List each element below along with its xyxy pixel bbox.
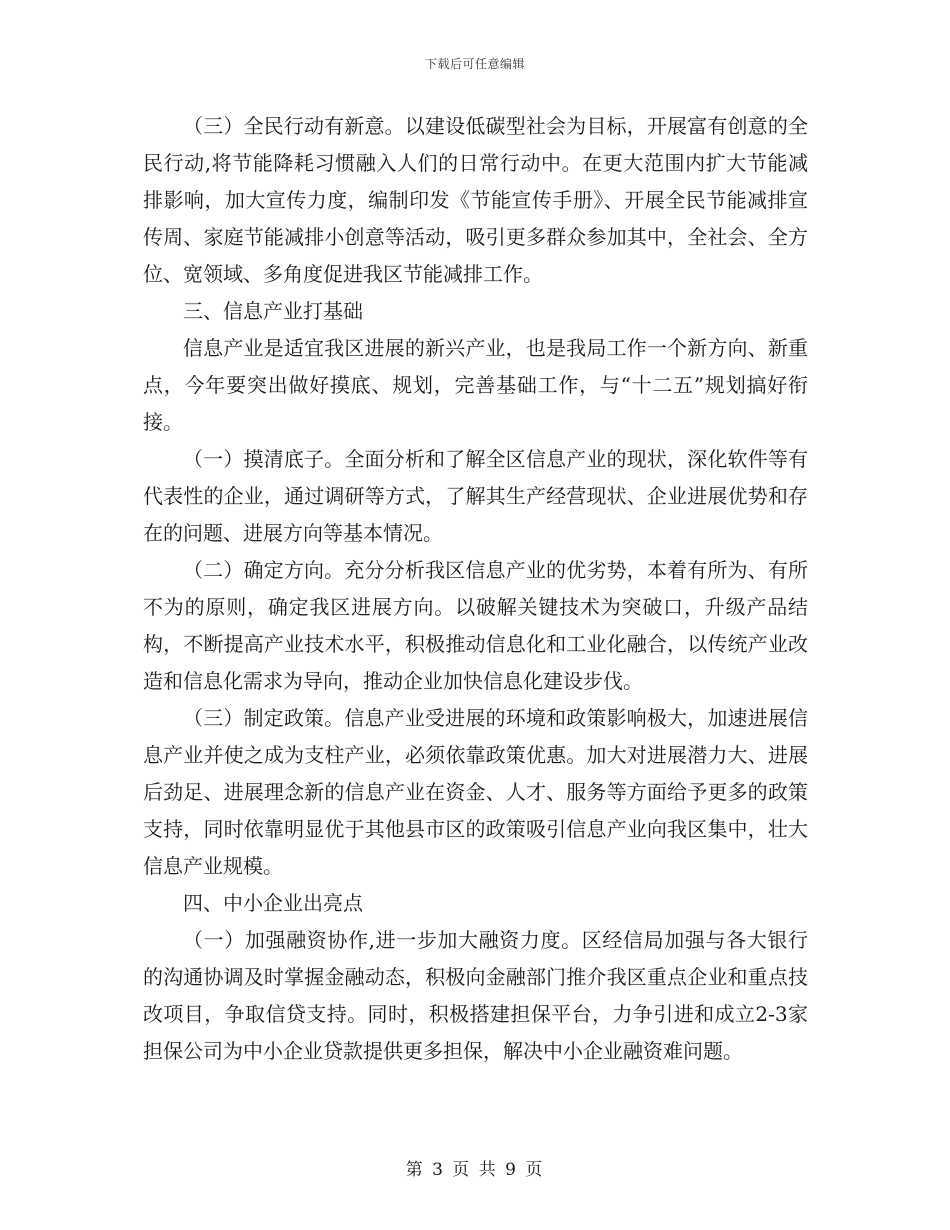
- section-heading-sme: 四、中小企业出亮点: [183, 891, 363, 915]
- document-body: [143, 108, 808, 1070]
- paragraph-mass-action: （三）全民行动有新意。以建设低碳型社会为目标，开展富有创意的全民行动,将节能降耗习惯融入人们的日常行动中。在更大范围内扩大节能减排影响，加大宣传力度，编制印发《节能宣传手册》、开展全民节能减排宣传周、家庭节能减排小创意等活动，吸引更多群众参加其中，全社会、全方位、宽领域、多角度促进我区节能减排工作。: [143, 114, 808, 286]
- paragraph-survey: （一）摸清底子。全面分析和了解全区信息产业的现状，深化软件等有代表性的企业，通过调研等方式，了解其生产经营现状、企业进展优势和存在的问题、进展方向等基本情况。: [143, 447, 808, 545]
- paragraph-info-industry-intro: 信息产业是适宜我区进展的新兴产业，也是我局工作一个新方向、新重点，今年要突出做好摸底、规划，完善基础工作，与“十二五”规划搞好衔接。: [143, 336, 808, 434]
- paragraph-policy: （三）制定政策。信息产业受进展的环境和政策影响极大，加速进展信息产业并使之成为支柱产业，必须依靠政策优惠。加大对进展潜力大、进展后劲足、进展理念新的信息产业在资金、人才、服务等方面给予更多的政策支持，同时依靠明显优于其他县市区的政策吸引信息产业向我区集中，壮大信息产业规模。: [143, 706, 808, 878]
- paragraph-financing: （一）加强融资协作,进一步加大融资力度。区经信局加强与各大银行的沟通协调及时掌握金融动态，积极向金融部门推介我区重点企业和重点技改项目，争取信贷支持。同时，积极搭建担保平台，力争引进和成立2-3家担保公司为中小企业贷款提供更多担保，解决中小企业融资难问题。: [143, 928, 808, 1063]
- section-heading-info-industry: 三、信息产业打基础: [183, 299, 363, 323]
- page-header: 下载后可任意编辑: [424, 57, 525, 71]
- page-footer: 第 3 页 共 9 页: [405, 1160, 545, 1180]
- paragraph-direction: （二）确定方向。充分分析我区信息产业的优劣势，本着有所为、有所不为的原则，确定我区进展方向。以破解关键技术为突破口，升级产品结构，不断提高产业技术水平，积极推动信息化和工业化融合，以传统产业改造和信息化需求为导向，推动企业加快信息化建设步伐。: [143, 558, 808, 693]
